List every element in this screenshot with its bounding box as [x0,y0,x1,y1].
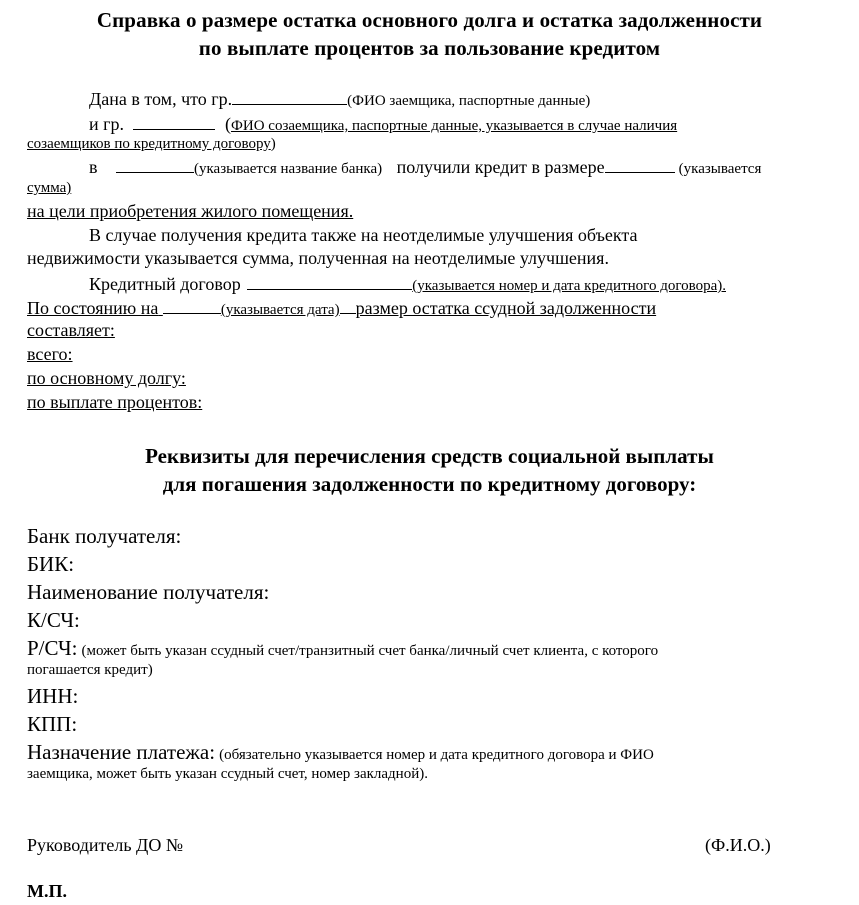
balance-lead: По состоянию на [27,298,159,318]
amounts-label: составляет: [27,320,115,340]
contract-blank [247,273,412,290]
purpose-of-loan: на цели приобретения жилого помещения. [27,201,354,221]
coborrower-hint: ФИО созаемщика, паспортные данные, указывается в случае наличия [231,118,678,134]
field-bik: БИК: [27,552,75,576]
stamp-label: М.П. [27,881,67,901]
signature-head: Руководитель ДО № [27,835,183,855]
requisites-heading-line-2: для погашения задолженности по кредитному договору: [162,472,697,496]
amount-hint-cont: сумма) [27,180,72,196]
field-purpose-note: (обязательно указывается номер и дата кредитного договора и ФИО [219,747,654,763]
total-label: всего: [27,344,73,364]
bank-lead: в [89,157,98,177]
bank-blank [116,156,194,173]
field-rs-note: (может быть указан ссудный счет/транзитный счет банка/личный счет клиента, с которого [81,643,659,659]
document-title-line-2: по выплате процентов за пользование кредитом [198,36,661,60]
coborrower-lead: и гр. [89,114,125,134]
amount-hint: (указывается [678,161,762,177]
interest-label: по выплате процентов: [27,392,203,412]
improvements-line-2: недвижимости указывается сумма, полученная на неотделимые улучшения. [27,248,609,268]
signature-fio: (Ф.И.О.) [705,835,771,855]
field-bank: Банк получателя: [27,524,182,548]
amount-blank [605,156,675,173]
field-rs-note-cont: погашается кредит) [27,662,153,678]
date-blank [163,297,221,314]
balance-tail: размер остатка ссудной задолженности [355,298,657,318]
field-purpose-line [27,740,654,765]
field-ks: К/СЧ: [27,608,80,632]
credit-amount-lead: получили кредит в размере [396,157,605,177]
coborrower-hint-cont: созаемщиков по кредитному договору) [27,136,276,152]
balance-line [27,297,656,319]
coborrower-blank [133,113,215,130]
principal-label: по основному долгу: [27,368,186,388]
borrower-hint: (ФИО заемщика, паспортные данные) [347,93,591,109]
contract-lead: Кредитный договор [89,274,241,294]
improvements-line-1: В случае получения кредита также на неотделимые улучшения объекта [89,225,638,245]
bank-line [89,156,849,178]
document-title-line-1: Справка о размере остатка основного долга и остатка задолженности [96,8,763,32]
field-rs: Р/СЧ: [27,636,78,660]
date-hint: (указывается дата) [220,302,340,318]
requisites-heading-line-1: Реквизиты для перечисления средств социальной выплаты [145,444,714,468]
coborrower-line: и гр. (ФИО созаемщика, паспортные данные, указывается в случае наличия [89,114,678,134]
bank-hint: (указывается название банка) [194,161,383,177]
borrower-blank [232,88,347,105]
field-purpose-note-cont: заемщика, может быть указан ссудный счет, номер закладной). [27,766,428,782]
borrower-lead: Дана в том, что гр. [89,89,233,109]
contract-hint: (указывается номер и дата кредитного договора). [412,278,726,294]
contract-line [89,273,726,295]
field-rs-line [27,636,658,661]
field-kpp: КПП: [27,712,78,736]
field-purpose: Назначение платежа: [27,740,216,764]
field-inn: ИНН: [27,684,79,708]
borrower-line [89,88,590,110]
field-recipient: Наименование получателя: [27,580,270,604]
